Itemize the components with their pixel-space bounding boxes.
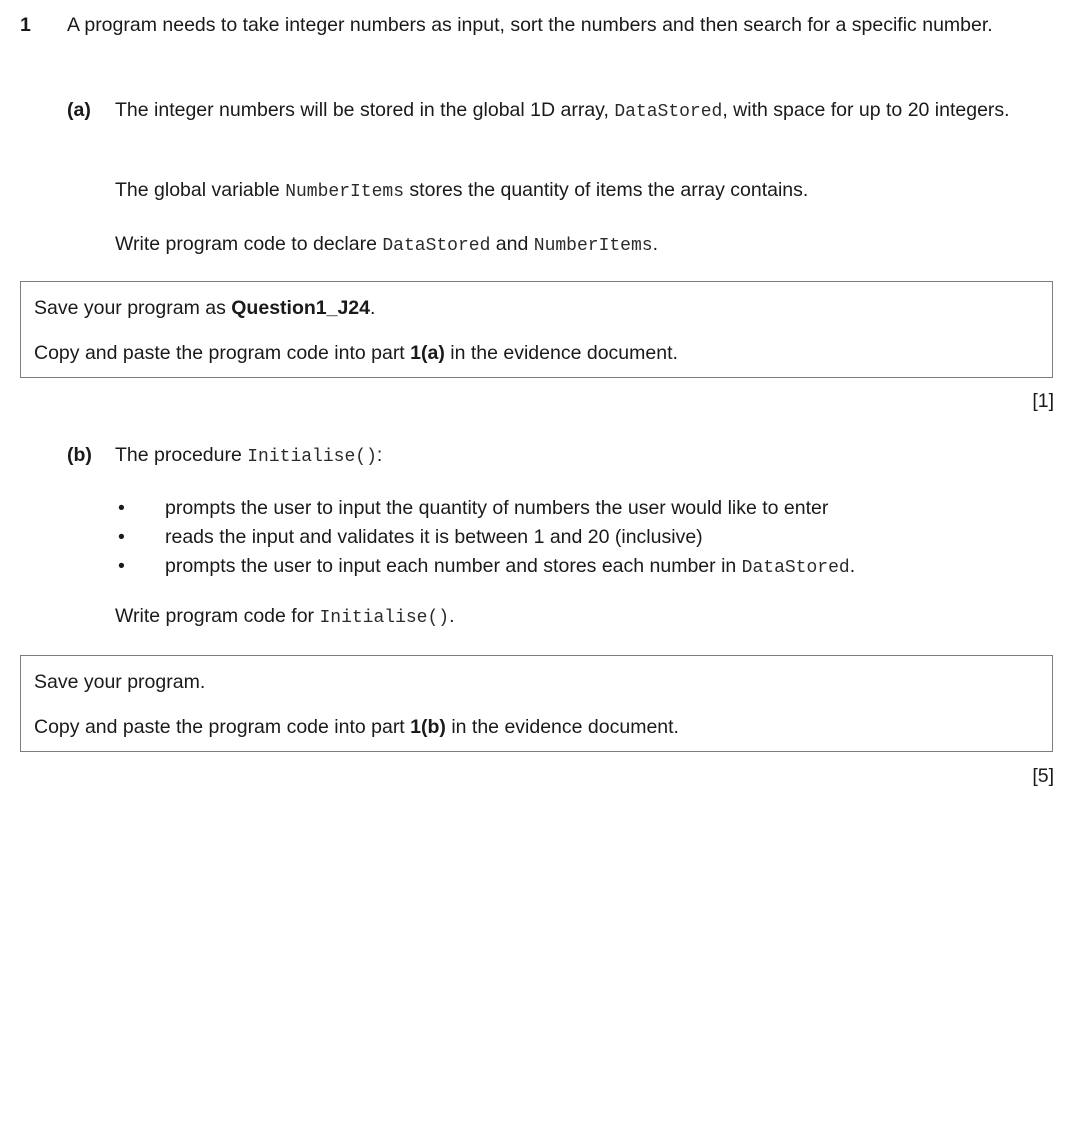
text-segment: . [370, 297, 376, 319]
text-segment: prompts the user to input each number and stores each number in [165, 555, 742, 577]
text-segment: The procedure [115, 444, 248, 466]
bullet-item [115, 553, 1062, 582]
text-segment: . [449, 605, 455, 627]
text-segment: prompts the user to input the quantity of numbers the user would like to enter [165, 497, 829, 519]
part-a-label: (a) [67, 99, 91, 121]
part-a-instruction-box [20, 281, 1053, 378]
text-segment: , with space for up to 20 integers. [722, 99, 1010, 121]
filename-question1-j24: Question1_J24 [231, 297, 370, 319]
text-segment: The integer numbers will be stored in the global 1D array, [115, 99, 615, 121]
code-token-numberitems: NumberItems [533, 236, 653, 256]
code-token-numberitems: NumberItems [285, 182, 405, 202]
part-b-bullet-list [115, 495, 1062, 582]
instruction-line-copy-paste [34, 340, 678, 367]
bullet-item [115, 524, 1062, 553]
text-segment: : [376, 444, 383, 466]
text-segment: in the evidence document. [445, 716, 679, 738]
text-segment: Copy and paste the program code into part [34, 342, 411, 364]
code-token-initialise: Initialise() [247, 447, 377, 467]
part-a-paragraph-1 [115, 97, 1062, 126]
part-b-paragraph-2 [115, 603, 1062, 632]
part-reference-1b: 1(b) [410, 716, 446, 738]
part-b-label: (b) [67, 444, 92, 466]
bullet-dot-icon: • [118, 555, 125, 577]
code-token-datastored: DataStored [614, 102, 723, 122]
part-a-marks: [1] [1032, 390, 1054, 412]
text-segment: in the evidence document. [444, 342, 678, 364]
part-a-paragraph-2 [115, 177, 1062, 206]
text-segment: Copy and paste the program code into part [34, 716, 411, 738]
text-segment: stores the quantity of items the array contains. [404, 179, 809, 201]
question-number: 1 [20, 14, 31, 36]
text-segment: reads the input and validates it is between 1 and 20 (inclusive) [165, 526, 703, 548]
code-token-datastored: DataStored [741, 558, 850, 578]
text-segment: Save your program. [34, 671, 206, 693]
bullet-item-text [165, 553, 1062, 582]
question-stem-text: A program needs to take integer numbers as input, sort the numbers and then search for a specific number. [67, 14, 993, 36]
instruction-line-save [34, 295, 375, 322]
instruction-line-copy-paste [34, 714, 679, 741]
text-segment: . [849, 555, 856, 577]
instruction-line-save [34, 669, 205, 696]
part-b-marks: [5] [1032, 765, 1054, 787]
code-token-initialise: Initialise() [319, 608, 450, 628]
part-reference-1a: 1(a) [410, 342, 445, 364]
question-stem [67, 12, 1062, 39]
bullet-item [115, 495, 1062, 524]
code-token-datastored: DataStored [382, 236, 491, 256]
bullet-item-text [165, 524, 1062, 553]
part-b-instruction-box [20, 655, 1053, 752]
text-segment: . [652, 233, 659, 255]
part-b-paragraph-1 [115, 442, 1062, 471]
text-segment: Save your program as [34, 297, 232, 319]
text-segment: Write program code for [115, 605, 320, 627]
text-segment: and [490, 233, 534, 255]
bullet-dot-icon: • [118, 497, 125, 519]
bullet-item-text [165, 495, 1062, 524]
bullet-dot-icon: • [118, 526, 125, 548]
part-a-paragraph-3 [115, 231, 1062, 260]
text-segment: Write program code to declare [115, 233, 383, 255]
text-segment: The global variable [115, 179, 286, 201]
